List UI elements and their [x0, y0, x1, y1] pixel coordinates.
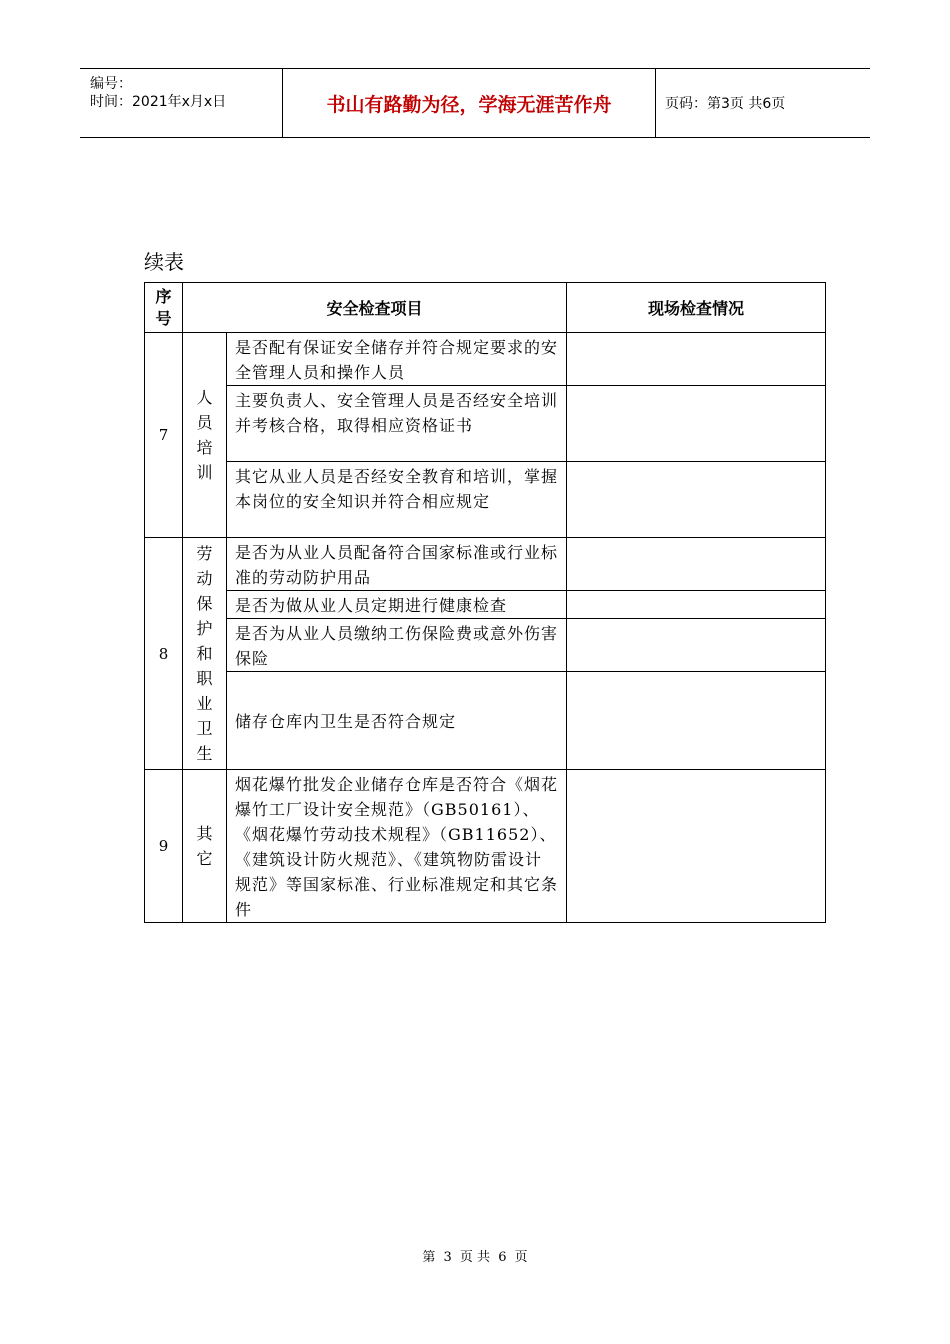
check-item: 是否为从业人员配备符合国家标准或行业标准的劳动防护用品 [227, 538, 567, 591]
check-item: 是否配有保证安全储存并符合规定要求的安全管理人员和操作人员 [227, 333, 567, 386]
status-cell [567, 672, 826, 770]
status-cell [567, 770, 826, 923]
table-header-row [145, 283, 826, 333]
check-item: 是否为从业人员缴纳工伤保险费或意外伤害保险 [227, 619, 567, 672]
category-char: 保 [196, 594, 213, 613]
category-char: 和 [196, 644, 213, 663]
status-cell [567, 619, 826, 672]
table-row [145, 591, 826, 619]
row-category [183, 538, 227, 770]
category-char: 动 [196, 569, 213, 588]
footer-page-total: 6 [498, 1250, 507, 1265]
header-page-info [655, 69, 870, 137]
row-category [183, 333, 227, 538]
check-item: 烟花爆竹批发企业储存仓库是否符合《烟花爆竹工厂设计安全规范》（GB50161）、《烟花爆竹劳动技术规程》（GB11652）、《建筑设计防火规范》、《建筑物防雷设计规范》等国家标准、行业标准规定和其它条件 [227, 770, 567, 923]
footer-page-number: 3 [443, 1250, 452, 1265]
category-char: 它 [196, 849, 213, 868]
category-char: 护 [196, 619, 213, 638]
inspection-table [144, 282, 826, 923]
document-number-label: 编号： [90, 76, 132, 92]
header-seq [145, 283, 183, 333]
check-item: 其它从业人员是否经安全教育和培训，掌握本岗位的安全知识并符合相应规定 [227, 462, 567, 538]
category-char: 职 [196, 669, 213, 688]
page-info-text: 页码：第3页 共6页 [665, 96, 786, 112]
table-row [145, 386, 826, 462]
status-cell [567, 333, 826, 386]
header-motto: 书山有路勤为径，学海无涯苦作舟 [282, 69, 656, 137]
status-cell [567, 538, 826, 591]
header-status: 现场检查情况 [567, 283, 826, 333]
header-item: 安全检查项目 [183, 283, 567, 333]
footer-mid: 页 共 [459, 1250, 491, 1265]
status-cell [567, 591, 826, 619]
category-char: 培 [196, 438, 213, 457]
header-seq-char: 序 [155, 286, 172, 306]
check-item: 是否为做从业人员定期进行健康检查 [227, 591, 567, 619]
status-cell [567, 462, 826, 538]
category-char: 员 [196, 413, 213, 432]
table-row [145, 333, 826, 386]
row-seq: 9 [145, 770, 183, 923]
category-char: 训 [196, 463, 213, 482]
table-caption: 续表 [144, 250, 184, 274]
category-char: 生 [196, 744, 213, 763]
page-header [80, 68, 870, 138]
document-time-label: 时间：2021年x月x日 [90, 94, 227, 110]
table-row [145, 672, 826, 770]
page-footer [0, 1246, 950, 1265]
category-char: 业 [196, 694, 213, 713]
status-cell [567, 386, 826, 462]
category-char: 人 [196, 388, 213, 407]
check-item: 储存仓库内卫生是否符合规定 [227, 672, 567, 770]
header-meta [80, 69, 282, 137]
table-row [145, 619, 826, 672]
table-row [145, 538, 826, 591]
row-seq: 8 [145, 538, 183, 770]
category-char: 其 [196, 824, 213, 843]
table-row [145, 462, 826, 538]
category-char: 卫 [196, 719, 213, 738]
row-category [183, 770, 227, 923]
header-seq-char: 号 [155, 308, 172, 328]
table-row [145, 770, 826, 923]
footer-suffix: 页 [514, 1250, 528, 1265]
category-char: 劳 [196, 544, 213, 563]
check-item: 主要负责人、安全管理人员是否经安全培训并考核合格，取得相应资格证书 [227, 386, 567, 462]
footer-prefix: 第 [422, 1250, 436, 1265]
row-seq: 7 [145, 333, 183, 538]
